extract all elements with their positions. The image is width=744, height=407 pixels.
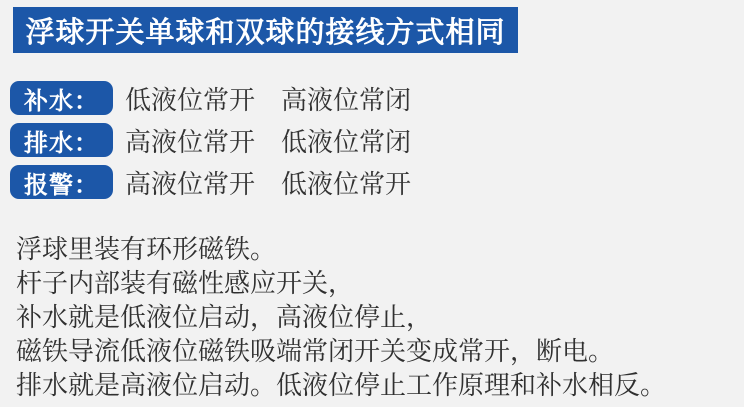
paragraph-line-4: 磁铁导流低液位磁铁吸端常闭开关变成常开，断电。	[16, 336, 615, 366]
wiring-row-drainage	[10, 123, 411, 157]
drainage-description: 高液位常开 低液位常闭	[125, 126, 412, 157]
working-principle-paragraph	[16, 232, 666, 402]
paragraph-line-3: 补水就是低液位启动，高液位停止，	[16, 302, 433, 332]
wiring-mode-list	[10, 81, 411, 207]
wiring-row-water-supply	[10, 81, 411, 115]
paragraph-line-5: 排水就是高液位启动。低液位停止工作原理和补水相反。	[16, 370, 667, 400]
page-title: 浮球开关单球和双球的接线方式相同	[25, 16, 506, 49]
water-supply-description: 低液位常开 高液位常闭	[125, 84, 412, 115]
header-banner	[13, 7, 518, 53]
paragraph-line-1: 浮球里装有环形磁铁。	[16, 234, 277, 264]
wiring-row-alarm	[10, 165, 411, 199]
alarm-description: 高液位常开 低液位常开	[125, 168, 412, 199]
alarm-badge: 报警：	[10, 165, 113, 199]
water-supply-badge: 补水：	[10, 81, 113, 115]
paragraph-line-2: 杆子内部装有磁性感应开关，	[16, 268, 355, 298]
drainage-badge: 排水：	[10, 123, 113, 157]
